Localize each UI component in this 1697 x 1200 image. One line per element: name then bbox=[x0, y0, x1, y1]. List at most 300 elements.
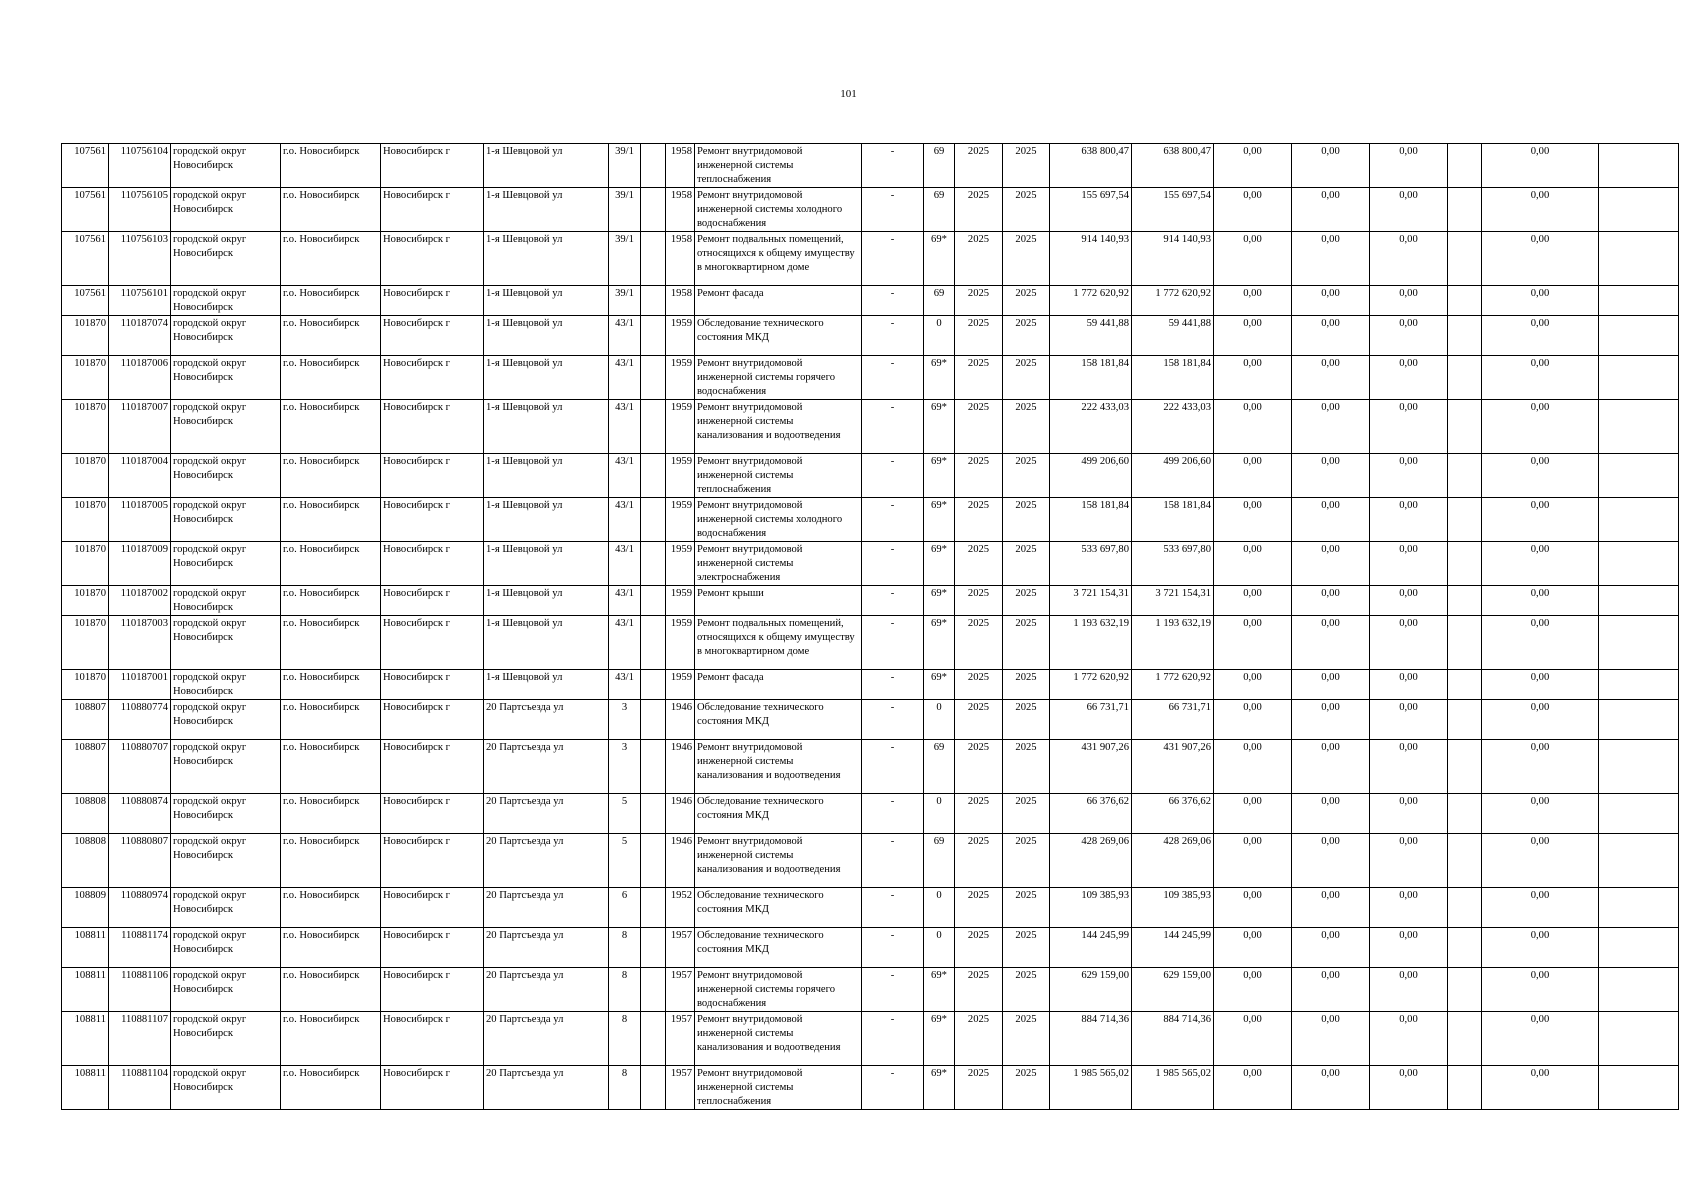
work-id-cell: 110880707 bbox=[109, 740, 171, 794]
year-end-cell: 2025 bbox=[1003, 286, 1050, 316]
building-cell bbox=[641, 616, 666, 670]
table-row bbox=[62, 700, 1679, 740]
cost-fund-cell: 431 907,26 bbox=[1132, 740, 1214, 794]
cost-total-cell: 431 907,26 bbox=[1050, 740, 1132, 794]
cost-regional-cell: 0,00 bbox=[1292, 498, 1370, 542]
table-row bbox=[62, 286, 1679, 316]
blank-cell bbox=[1448, 1012, 1482, 1066]
extra-cell bbox=[1599, 498, 1679, 542]
district-cell: г.о. Новосибирск bbox=[281, 1066, 381, 1110]
work-id-cell: 110187009 bbox=[109, 542, 171, 586]
street-cell: 20 Партсъезда ул bbox=[484, 700, 609, 740]
district-cell: г.о. Новосибирск bbox=[281, 542, 381, 586]
page-number: 101 bbox=[840, 88, 857, 100]
cost-total-cell: 533 697,80 bbox=[1050, 542, 1132, 586]
city-cell: Новосибирск г bbox=[381, 316, 484, 356]
build-year-cell: 1952 bbox=[666, 888, 695, 928]
year-end-cell: 2025 bbox=[1003, 616, 1050, 670]
cost-regional-cell: 0,00 bbox=[1292, 794, 1370, 834]
cost-local-cell: 0,00 bbox=[1370, 670, 1448, 700]
city-cell: Новосибирск г bbox=[381, 400, 484, 454]
building-cell bbox=[641, 794, 666, 834]
work-type-cell: Ремонт крыши bbox=[695, 586, 862, 616]
year-end-cell: 2025 bbox=[1003, 700, 1050, 740]
cost-regional-cell: 0,00 bbox=[1292, 834, 1370, 888]
house-id-cell: 101870 bbox=[62, 542, 109, 586]
house-number-cell: 39/1 bbox=[609, 188, 641, 232]
house-id-cell: 101870 bbox=[62, 356, 109, 400]
building-cell bbox=[641, 740, 666, 794]
municipality-cell: городской округ Новосибирск bbox=[171, 400, 281, 454]
wear-cell: 69* bbox=[924, 232, 955, 286]
cost-regional-cell: 0,00 bbox=[1292, 144, 1370, 188]
cost-federal-cell: 0,00 bbox=[1214, 356, 1292, 400]
extra-cell bbox=[1599, 968, 1679, 1012]
building-cell bbox=[641, 400, 666, 454]
cost-owners-cell: 0,00 bbox=[1482, 356, 1599, 400]
year-start-cell: 2025 bbox=[955, 670, 1003, 700]
cost-total-cell: 109 385,93 bbox=[1050, 888, 1132, 928]
work-id-cell: 110881104 bbox=[109, 1066, 171, 1110]
cost-federal-cell: 0,00 bbox=[1214, 740, 1292, 794]
work-type-cell: Обследование технического состояния МКД bbox=[695, 928, 862, 968]
year-end-cell: 2025 bbox=[1003, 928, 1050, 968]
house-id-cell: 108808 bbox=[62, 834, 109, 888]
city-cell: Новосибирск г bbox=[381, 928, 484, 968]
work-id-cell: 110187074 bbox=[109, 316, 171, 356]
house-id-cell: 107561 bbox=[62, 286, 109, 316]
municipality-cell: городской округ Новосибирск bbox=[171, 188, 281, 232]
extra-cell bbox=[1599, 794, 1679, 834]
table-row bbox=[62, 454, 1679, 498]
municipality-cell: городской округ Новосибирск bbox=[171, 670, 281, 700]
extra-cell bbox=[1599, 188, 1679, 232]
house-number-cell: 43/1 bbox=[609, 400, 641, 454]
cost-owners-cell: 0,00 bbox=[1482, 740, 1599, 794]
wear-cell: 69 bbox=[924, 740, 955, 794]
house-number-cell: 8 bbox=[609, 1012, 641, 1066]
build-year-cell: 1958 bbox=[666, 188, 695, 232]
cost-local-cell: 0,00 bbox=[1370, 586, 1448, 616]
wear-cell: 69 bbox=[924, 188, 955, 232]
cost-federal-cell: 0,00 bbox=[1214, 586, 1292, 616]
cost-owners-cell: 0,00 bbox=[1482, 834, 1599, 888]
wear-cell: 69 bbox=[924, 144, 955, 188]
year-end-cell: 2025 bbox=[1003, 498, 1050, 542]
blank-cell bbox=[1448, 700, 1482, 740]
build-year-cell: 1957 bbox=[666, 928, 695, 968]
cost-fund-cell: 499 206,60 bbox=[1132, 454, 1214, 498]
build-year-cell: 1959 bbox=[666, 454, 695, 498]
build-year-cell: 1958 bbox=[666, 232, 695, 286]
work-id-cell: 110187003 bbox=[109, 616, 171, 670]
work-id-cell: 110881107 bbox=[109, 1012, 171, 1066]
house-number-cell: 5 bbox=[609, 794, 641, 834]
wear-cell: 0 bbox=[924, 794, 955, 834]
city-cell: Новосибирск г bbox=[381, 794, 484, 834]
house-number-cell: 43/1 bbox=[609, 670, 641, 700]
cost-federal-cell: 0,00 bbox=[1214, 286, 1292, 316]
year-end-cell: 2025 bbox=[1003, 740, 1050, 794]
build-year-cell: 1959 bbox=[666, 542, 695, 586]
house-id-cell: 101870 bbox=[62, 454, 109, 498]
municipality-cell: городской округ Новосибирск bbox=[171, 968, 281, 1012]
dash-cell: - bbox=[862, 188, 924, 232]
work-type-cell: Ремонт внутридомовой инженерной системы канализования и водоотведения bbox=[695, 400, 862, 454]
cost-regional-cell: 0,00 bbox=[1292, 616, 1370, 670]
house-number-cell: 43/1 bbox=[609, 316, 641, 356]
year-start-cell: 2025 bbox=[955, 740, 1003, 794]
cost-total-cell: 59 441,88 bbox=[1050, 316, 1132, 356]
dash-cell: - bbox=[862, 498, 924, 542]
year-start-cell: 2025 bbox=[955, 316, 1003, 356]
cost-local-cell: 0,00 bbox=[1370, 188, 1448, 232]
house-number-cell: 43/1 bbox=[609, 542, 641, 586]
cost-total-cell: 158 181,84 bbox=[1050, 498, 1132, 542]
year-end-cell: 2025 bbox=[1003, 542, 1050, 586]
city-cell: Новосибирск г bbox=[381, 232, 484, 286]
district-cell: г.о. Новосибирск bbox=[281, 356, 381, 400]
district-cell: г.о. Новосибирск bbox=[281, 144, 381, 188]
house-number-cell: 39/1 bbox=[609, 232, 641, 286]
district-cell: г.о. Новосибирск bbox=[281, 454, 381, 498]
year-start-cell: 2025 bbox=[955, 794, 1003, 834]
cost-total-cell: 884 714,36 bbox=[1050, 1012, 1132, 1066]
city-cell: Новосибирск г bbox=[381, 1066, 484, 1110]
build-year-cell: 1959 bbox=[666, 400, 695, 454]
cost-fund-cell: 3 721 154,31 bbox=[1132, 586, 1214, 616]
cost-fund-cell: 144 245,99 bbox=[1132, 928, 1214, 968]
cost-owners-cell: 0,00 bbox=[1482, 232, 1599, 286]
year-start-cell: 2025 bbox=[955, 232, 1003, 286]
extra-cell bbox=[1599, 454, 1679, 498]
cost-local-cell: 0,00 bbox=[1370, 700, 1448, 740]
street-cell: 20 Партсъезда ул bbox=[484, 740, 609, 794]
build-year-cell: 1959 bbox=[666, 316, 695, 356]
build-year-cell: 1957 bbox=[666, 1066, 695, 1110]
municipality-cell: городской округ Новосибирск bbox=[171, 542, 281, 586]
cost-regional-cell: 0,00 bbox=[1292, 454, 1370, 498]
work-id-cell: 110187006 bbox=[109, 356, 171, 400]
house-id-cell: 101870 bbox=[62, 586, 109, 616]
street-cell: 20 Партсъезда ул bbox=[484, 928, 609, 968]
blank-cell bbox=[1448, 188, 1482, 232]
work-type-cell: Ремонт внутридомовой инженерной системы горячего водоснабжения bbox=[695, 968, 862, 1012]
extra-cell bbox=[1599, 928, 1679, 968]
cost-federal-cell: 0,00 bbox=[1214, 670, 1292, 700]
cost-federal-cell: 0,00 bbox=[1214, 700, 1292, 740]
build-year-cell: 1959 bbox=[666, 616, 695, 670]
building-cell bbox=[641, 542, 666, 586]
cost-local-cell: 0,00 bbox=[1370, 928, 1448, 968]
city-cell: Новосибирск г bbox=[381, 740, 484, 794]
work-type-cell: Ремонт подвальных помещений, относящихся к общему имуществу в многоквартирном доме bbox=[695, 616, 862, 670]
municipality-cell: городской округ Новосибирск bbox=[171, 286, 281, 316]
cost-fund-cell: 222 433,03 bbox=[1132, 400, 1214, 454]
municipality-cell: городской округ Новосибирск bbox=[171, 498, 281, 542]
cost-federal-cell: 0,00 bbox=[1214, 498, 1292, 542]
building-cell bbox=[641, 968, 666, 1012]
district-cell: г.о. Новосибирск bbox=[281, 670, 381, 700]
work-type-cell: Ремонт внутридомовой инженерной системы горячего водоснабжения bbox=[695, 356, 862, 400]
dash-cell: - bbox=[862, 542, 924, 586]
capital-repair-table bbox=[61, 143, 1679, 1110]
city-cell: Новосибирск г bbox=[381, 968, 484, 1012]
blank-cell bbox=[1448, 144, 1482, 188]
table-row bbox=[62, 1012, 1679, 1066]
year-end-cell: 2025 bbox=[1003, 834, 1050, 888]
house-number-cell: 8 bbox=[609, 928, 641, 968]
blank-cell bbox=[1448, 286, 1482, 316]
cost-regional-cell: 0,00 bbox=[1292, 888, 1370, 928]
table-row bbox=[62, 928, 1679, 968]
wear-cell: 69* bbox=[924, 498, 955, 542]
table-row bbox=[62, 316, 1679, 356]
municipality-cell: городской округ Новосибирск bbox=[171, 888, 281, 928]
house-id-cell: 107561 bbox=[62, 144, 109, 188]
extra-cell bbox=[1599, 834, 1679, 888]
year-end-cell: 2025 bbox=[1003, 144, 1050, 188]
cost-fund-cell: 428 269,06 bbox=[1132, 834, 1214, 888]
cost-regional-cell: 0,00 bbox=[1292, 670, 1370, 700]
cost-total-cell: 66 376,62 bbox=[1050, 794, 1132, 834]
year-end-cell: 2025 bbox=[1003, 232, 1050, 286]
extra-cell bbox=[1599, 542, 1679, 586]
blank-cell bbox=[1448, 498, 1482, 542]
wear-cell: 0 bbox=[924, 888, 955, 928]
year-start-cell: 2025 bbox=[955, 356, 1003, 400]
cost-federal-cell: 0,00 bbox=[1214, 1012, 1292, 1066]
city-cell: Новосибирск г bbox=[381, 542, 484, 586]
cost-owners-cell: 0,00 bbox=[1482, 188, 1599, 232]
building-cell bbox=[641, 498, 666, 542]
dash-cell: - bbox=[862, 888, 924, 928]
street-cell: 1-я Шевцовой ул bbox=[484, 316, 609, 356]
table-row bbox=[62, 188, 1679, 232]
cost-federal-cell: 0,00 bbox=[1214, 1066, 1292, 1110]
extra-cell bbox=[1599, 670, 1679, 700]
work-type-cell: Ремонт внутридомовой инженерной системы теплоснабжения bbox=[695, 144, 862, 188]
cost-owners-cell: 0,00 bbox=[1482, 670, 1599, 700]
cost-local-cell: 0,00 bbox=[1370, 542, 1448, 586]
cost-fund-cell: 1 193 632,19 bbox=[1132, 616, 1214, 670]
year-end-cell: 2025 bbox=[1003, 670, 1050, 700]
cost-fund-cell: 884 714,36 bbox=[1132, 1012, 1214, 1066]
extra-cell bbox=[1599, 356, 1679, 400]
cost-total-cell: 1 772 620,92 bbox=[1050, 286, 1132, 316]
municipality-cell: городской округ Новосибирск bbox=[171, 232, 281, 286]
building-cell bbox=[641, 700, 666, 740]
extra-cell bbox=[1599, 700, 1679, 740]
cost-local-cell: 0,00 bbox=[1370, 286, 1448, 316]
build-year-cell: 1946 bbox=[666, 700, 695, 740]
district-cell: г.о. Новосибирск bbox=[281, 316, 381, 356]
blank-cell bbox=[1448, 794, 1482, 834]
work-id-cell: 110880974 bbox=[109, 888, 171, 928]
street-cell: 1-я Шевцовой ул bbox=[484, 498, 609, 542]
district-cell: г.о. Новосибирск bbox=[281, 968, 381, 1012]
work-id-cell: 110880774 bbox=[109, 700, 171, 740]
wear-cell: 69* bbox=[924, 1066, 955, 1110]
year-start-cell: 2025 bbox=[955, 888, 1003, 928]
year-start-cell: 2025 bbox=[955, 1066, 1003, 1110]
house-id-cell: 108811 bbox=[62, 1066, 109, 1110]
extra-cell bbox=[1599, 616, 1679, 670]
cost-regional-cell: 0,00 bbox=[1292, 740, 1370, 794]
year-end-cell: 2025 bbox=[1003, 968, 1050, 1012]
cost-regional-cell: 0,00 bbox=[1292, 586, 1370, 616]
municipality-cell: городской округ Новосибирск bbox=[171, 1012, 281, 1066]
cost-owners-cell: 0,00 bbox=[1482, 928, 1599, 968]
cost-owners-cell: 0,00 bbox=[1482, 888, 1599, 928]
cost-fund-cell: 66 376,62 bbox=[1132, 794, 1214, 834]
cost-local-cell: 0,00 bbox=[1370, 1066, 1448, 1110]
year-start-cell: 2025 bbox=[955, 834, 1003, 888]
cost-federal-cell: 0,00 bbox=[1214, 888, 1292, 928]
house-number-cell: 43/1 bbox=[609, 356, 641, 400]
house-number-cell: 6 bbox=[609, 888, 641, 928]
cost-owners-cell: 0,00 bbox=[1482, 1066, 1599, 1110]
house-number-cell: 3 bbox=[609, 740, 641, 794]
year-end-cell: 2025 bbox=[1003, 316, 1050, 356]
extra-cell bbox=[1599, 316, 1679, 356]
cost-total-cell: 499 206,60 bbox=[1050, 454, 1132, 498]
municipality-cell: городской округ Новосибирск bbox=[171, 316, 281, 356]
cost-regional-cell: 0,00 bbox=[1292, 968, 1370, 1012]
wear-cell: 69* bbox=[924, 400, 955, 454]
wear-cell: 69 bbox=[924, 834, 955, 888]
cost-fund-cell: 629 159,00 bbox=[1132, 968, 1214, 1012]
dash-cell: - bbox=[862, 834, 924, 888]
dash-cell: - bbox=[862, 670, 924, 700]
wear-cell: 69* bbox=[924, 616, 955, 670]
table-row bbox=[62, 498, 1679, 542]
street-cell: 1-я Шевцовой ул bbox=[484, 400, 609, 454]
build-year-cell: 1959 bbox=[666, 498, 695, 542]
year-start-cell: 2025 bbox=[955, 498, 1003, 542]
cost-fund-cell: 1 985 565,02 bbox=[1132, 1066, 1214, 1110]
cost-fund-cell: 59 441,88 bbox=[1132, 316, 1214, 356]
cost-regional-cell: 0,00 bbox=[1292, 316, 1370, 356]
municipality-cell: городской округ Новосибирск bbox=[171, 794, 281, 834]
work-id-cell: 110187005 bbox=[109, 498, 171, 542]
build-year-cell: 1958 bbox=[666, 144, 695, 188]
dash-cell: - bbox=[862, 144, 924, 188]
blank-cell bbox=[1448, 400, 1482, 454]
build-year-cell: 1946 bbox=[666, 794, 695, 834]
table-row bbox=[62, 794, 1679, 834]
house-id-cell: 108809 bbox=[62, 888, 109, 928]
cost-regional-cell: 0,00 bbox=[1292, 232, 1370, 286]
house-id-cell: 101870 bbox=[62, 670, 109, 700]
district-cell: г.о. Новосибирск bbox=[281, 586, 381, 616]
dash-cell: - bbox=[862, 794, 924, 834]
work-type-cell: Обследование технического состояния МКД bbox=[695, 700, 862, 740]
cost-owners-cell: 0,00 bbox=[1482, 316, 1599, 356]
cost-total-cell: 66 731,71 bbox=[1050, 700, 1132, 740]
build-year-cell: 1957 bbox=[666, 1012, 695, 1066]
house-number-cell: 5 bbox=[609, 834, 641, 888]
cost-local-cell: 0,00 bbox=[1370, 316, 1448, 356]
work-id-cell: 110187001 bbox=[109, 670, 171, 700]
district-cell: г.о. Новосибирск bbox=[281, 616, 381, 670]
year-end-cell: 2025 bbox=[1003, 1066, 1050, 1110]
wear-cell: 0 bbox=[924, 700, 955, 740]
house-id-cell: 108811 bbox=[62, 968, 109, 1012]
work-id-cell: 110756104 bbox=[109, 144, 171, 188]
house-id-cell: 101870 bbox=[62, 616, 109, 670]
cost-regional-cell: 0,00 bbox=[1292, 928, 1370, 968]
blank-cell bbox=[1448, 586, 1482, 616]
year-end-cell: 2025 bbox=[1003, 888, 1050, 928]
cost-federal-cell: 0,00 bbox=[1214, 144, 1292, 188]
work-type-cell: Ремонт подвальных помещений, относящихся к общему имуществу в многоквартирном доме bbox=[695, 232, 862, 286]
house-id-cell: 108807 bbox=[62, 700, 109, 740]
blank-cell bbox=[1448, 834, 1482, 888]
building-cell bbox=[641, 888, 666, 928]
cost-federal-cell: 0,00 bbox=[1214, 400, 1292, 454]
build-year-cell: 1946 bbox=[666, 740, 695, 794]
city-cell: Новосибирск г bbox=[381, 1012, 484, 1066]
house-number-cell: 8 bbox=[609, 968, 641, 1012]
year-start-cell: 2025 bbox=[955, 586, 1003, 616]
blank-cell bbox=[1448, 316, 1482, 356]
dash-cell: - bbox=[862, 316, 924, 356]
city-cell: Новосибирск г bbox=[381, 286, 484, 316]
district-cell: г.о. Новосибирск bbox=[281, 232, 381, 286]
work-id-cell: 110881106 bbox=[109, 968, 171, 1012]
house-id-cell: 107561 bbox=[62, 232, 109, 286]
cost-regional-cell: 0,00 bbox=[1292, 400, 1370, 454]
cost-fund-cell: 914 140,93 bbox=[1132, 232, 1214, 286]
building-cell bbox=[641, 232, 666, 286]
extra-cell bbox=[1599, 586, 1679, 616]
house-number-cell: 39/1 bbox=[609, 144, 641, 188]
table-row bbox=[62, 232, 1679, 286]
building-cell bbox=[641, 1066, 666, 1110]
work-type-cell: Ремонт внутридомовой инженерной системы электроснабжения bbox=[695, 542, 862, 586]
municipality-cell: городской округ Новосибирск bbox=[171, 356, 281, 400]
cost-local-cell: 0,00 bbox=[1370, 616, 1448, 670]
cost-fund-cell: 158 181,84 bbox=[1132, 356, 1214, 400]
city-cell: Новосибирск г bbox=[381, 834, 484, 888]
work-type-cell: Ремонт внутридомовой инженерной системы холодного водоснабжения bbox=[695, 188, 862, 232]
city-cell: Новосибирск г bbox=[381, 498, 484, 542]
cost-federal-cell: 0,00 bbox=[1214, 616, 1292, 670]
wear-cell: 69* bbox=[924, 1012, 955, 1066]
cost-total-cell: 158 181,84 bbox=[1050, 356, 1132, 400]
house-number-cell: 3 bbox=[609, 700, 641, 740]
municipality-cell: городской округ Новосибирск bbox=[171, 1066, 281, 1110]
year-start-cell: 2025 bbox=[955, 1012, 1003, 1066]
cost-owners-cell: 0,00 bbox=[1482, 454, 1599, 498]
house-id-cell: 101870 bbox=[62, 316, 109, 356]
extra-cell bbox=[1599, 888, 1679, 928]
house-number-cell: 43/1 bbox=[609, 498, 641, 542]
year-start-cell: 2025 bbox=[955, 928, 1003, 968]
cost-owners-cell: 0,00 bbox=[1482, 616, 1599, 670]
cost-fund-cell: 638 800,47 bbox=[1132, 144, 1214, 188]
cost-owners-cell: 0,00 bbox=[1482, 586, 1599, 616]
city-cell: Новосибирск г bbox=[381, 586, 484, 616]
building-cell bbox=[641, 454, 666, 498]
cost-federal-cell: 0,00 bbox=[1214, 794, 1292, 834]
table-row bbox=[62, 542, 1679, 586]
cost-fund-cell: 109 385,93 bbox=[1132, 888, 1214, 928]
cost-owners-cell: 0,00 bbox=[1482, 794, 1599, 834]
district-cell: г.о. Новосибирск bbox=[281, 834, 381, 888]
district-cell: г.о. Новосибирск bbox=[281, 498, 381, 542]
